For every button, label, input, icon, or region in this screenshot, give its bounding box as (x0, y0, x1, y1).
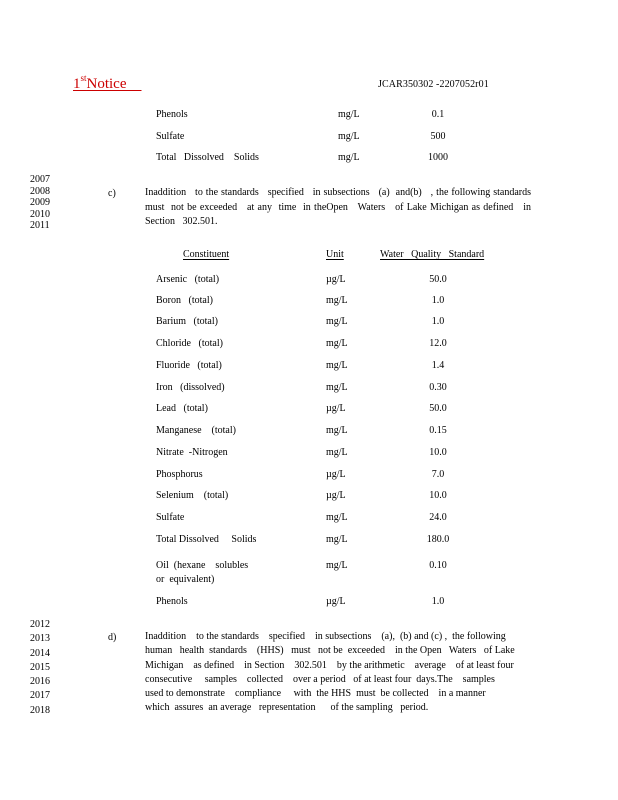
column-header-unit: Unit (326, 249, 344, 260)
paragraph-line: consecutive samples collected over a period of at least four days.The samples (145, 673, 495, 685)
value-cell: 180.0 (426, 534, 450, 545)
unit-cell: mg/L (338, 109, 360, 120)
unit-cell: mg/L (326, 338, 348, 349)
line-numbers-d (30, 618, 50, 718)
line-numbers-c (30, 174, 50, 232)
paragraph-line: used to demonstrate compliance with the HHS must be collected in a manner (145, 688, 486, 700)
subsection-label-c: c) (108, 188, 116, 199)
notice-heading: 1stNotice (73, 73, 127, 92)
line-number: 2007 (30, 174, 50, 185)
value-cell: 10.0 (429, 447, 447, 458)
unit-cell: mg/L (326, 447, 348, 458)
value-cell: 12.0 (429, 338, 447, 349)
subsection-d-text (145, 630, 531, 716)
constituent-cell: Oil (hexane solubles (156, 560, 249, 571)
constituent-cell: Sulfate (156, 131, 185, 142)
value-cell: 7.0 (431, 469, 445, 480)
value-cell: 10.0 (429, 490, 447, 501)
constituent-cell: Iron (dissolved) (156, 382, 225, 393)
unit-cell: µg/L (326, 403, 346, 414)
value-cell: 0.1 (431, 109, 445, 120)
line-number: 2009 (30, 197, 50, 208)
constituent-cell: Phenols (156, 596, 188, 607)
column-header-standard: Water Quality Standard (380, 249, 485, 260)
value-cell: 24.0 (429, 512, 447, 523)
unit-cell: µg/L (326, 469, 346, 480)
value-cell: 1000 (428, 152, 448, 163)
line-number: 2008 (30, 185, 50, 197)
constituent-cell: Barium (total) (156, 316, 218, 327)
constituent-cell: Phenols (156, 109, 188, 120)
unit-cell: µg/L (326, 596, 346, 607)
line-number: 2013 (30, 633, 50, 645)
paragraph-line: human health standards (HHS) must not be exceeded in the Open Waters of Lake (145, 645, 515, 657)
constituent-cell: Chloride (total) (156, 338, 223, 349)
constituent-cell: Sulfate (156, 512, 185, 523)
constituent-cell: Lead (total) (156, 403, 208, 414)
document-id: JCAR350302 -2207052r01 (378, 79, 489, 90)
value-cell: 0.10 (429, 560, 447, 571)
unit-cell: mg/L (326, 425, 348, 436)
value-cell: 1.0 (431, 295, 445, 306)
value-cell: 0.30 (429, 382, 447, 393)
unit-cell: µg/L (326, 274, 346, 285)
value-cell: 0.15 (429, 425, 447, 436)
paragraph-line: Michigan as defined in Section 302.501 by the arithmetic average of at least four (145, 659, 514, 671)
constituent-cell: Selenium (total) (156, 490, 229, 501)
column-header-constituent: Constituent (183, 249, 230, 260)
constituent-cell: Nitrate -Nitrogen (156, 447, 228, 458)
line-number: 2015 (30, 661, 50, 673)
value-cell: 1.0 (431, 596, 445, 607)
subsection-label-d: d) (108, 632, 117, 643)
paragraph-line: which assures an average representation of the sampling period. (145, 702, 429, 714)
value-cell: 500 (430, 131, 446, 142)
constituent-cell: Manganese (total) (156, 425, 236, 436)
line-number: 2016 (30, 676, 50, 688)
unit-cell: mg/L (326, 382, 348, 393)
unit-cell: µg/L (326, 490, 346, 501)
constituent-cell: Total Dissolved Solids (156, 152, 259, 163)
constituent-cell: Boron (total) (156, 295, 213, 306)
unit-cell: mg/L (326, 560, 348, 571)
constituent-cell: Arsenic (total) (156, 274, 220, 285)
value-cell: 50.0 (429, 274, 447, 285)
line-number: 2014 (30, 647, 50, 659)
unit-cell: mg/L (326, 534, 348, 545)
line-number: 2012 (30, 619, 50, 630)
paragraph-line: Inaddition to the standards specified in subsections (a), (b) and (c) , the following (145, 631, 506, 642)
line-number: 2010 (30, 208, 50, 220)
constituent-cell: Total Dissolved Solids (156, 534, 257, 545)
unit-cell: mg/L (326, 316, 348, 327)
unit-cell: mg/L (326, 512, 348, 523)
value-cell: 50.0 (429, 403, 447, 414)
subsection-c-text: Inaddition to the standards specified in subsections (a) and(b) , the following standards must not be exceeded at any time in theOpen Waters of Lake Michigan as defined in Section 302.501. (145, 187, 539, 227)
constituent-cell: Phosphorus (156, 469, 203, 480)
line-number: 2017 (30, 690, 50, 702)
unit-cell: mg/L (326, 295, 348, 306)
line-number: 2011 (30, 220, 50, 231)
constituent-cell-line2: or equivalent) (156, 574, 215, 585)
unit-cell: mg/L (326, 360, 348, 371)
line-number: 2018 (30, 704, 50, 716)
unit-cell: mg/L (338, 131, 360, 142)
value-cell: 1.4 (431, 360, 445, 371)
unit-cell: mg/L (338, 152, 360, 163)
constituent-cell: Fluoride (total) (156, 360, 222, 371)
value-cell: 1.0 (431, 316, 445, 327)
